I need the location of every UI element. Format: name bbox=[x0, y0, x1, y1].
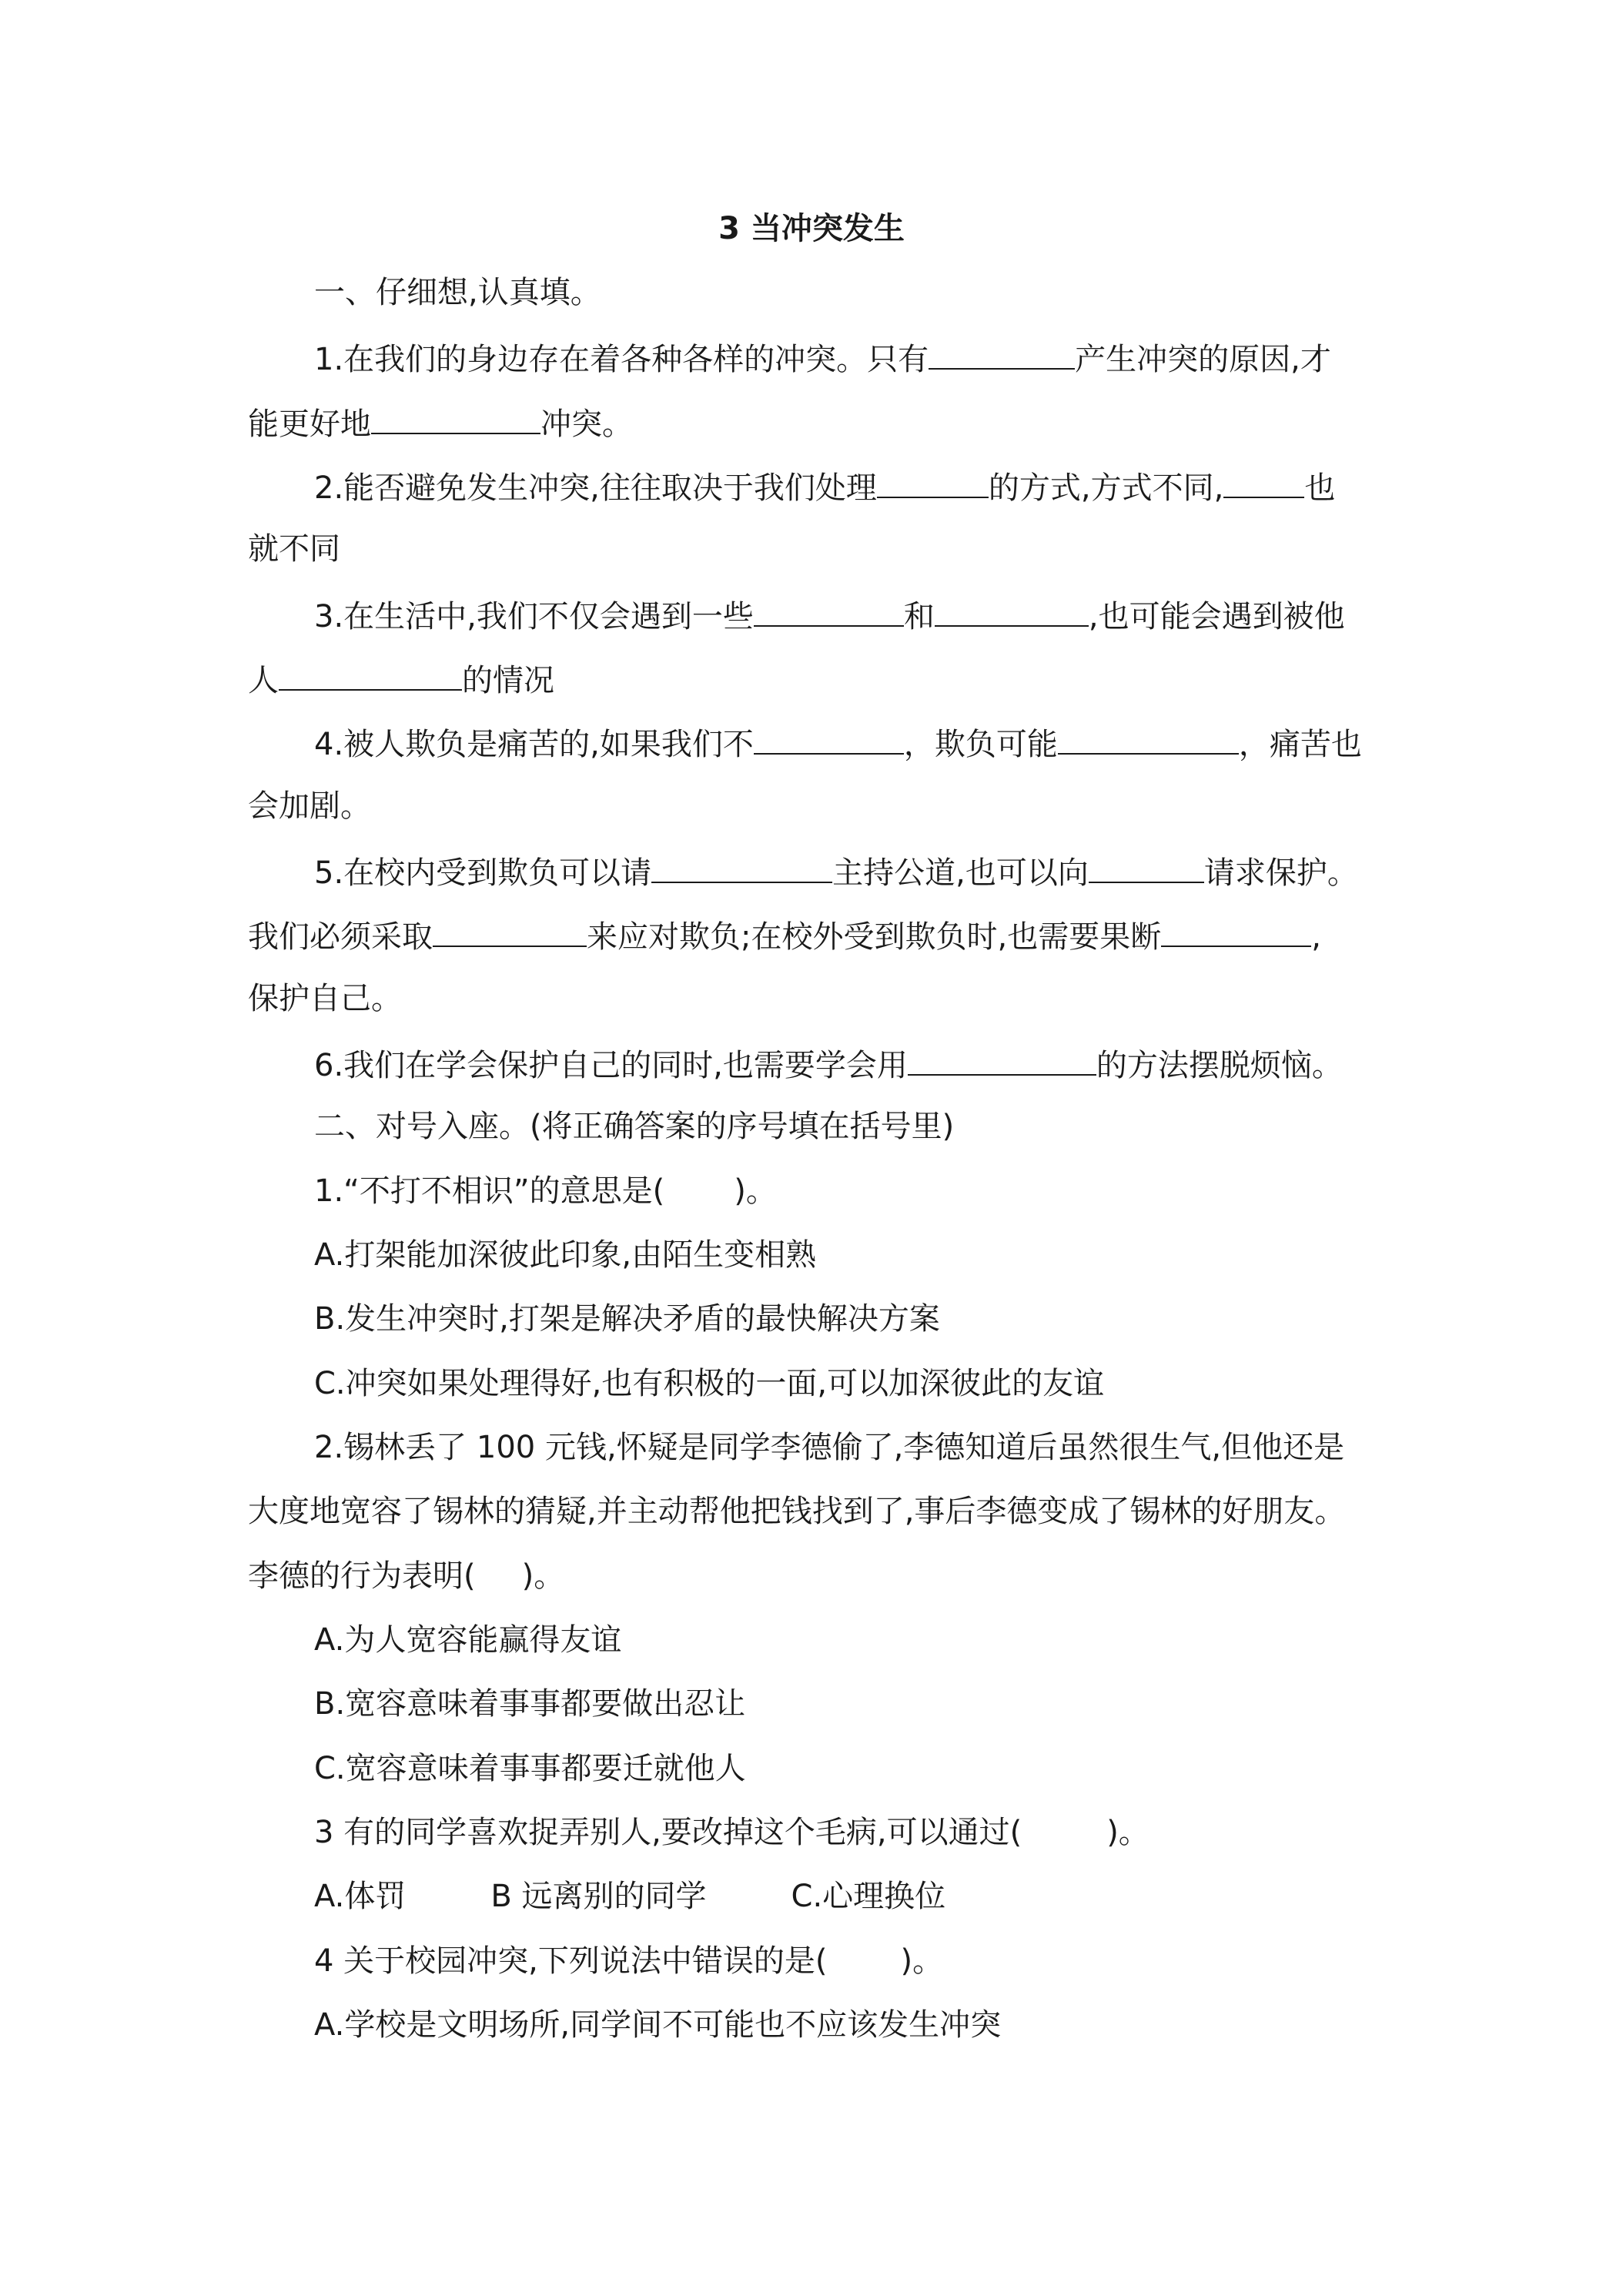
section-2-heading: 二、对号入座。(将正确答案的序号填在括号里) bbox=[314, 1109, 955, 1144]
answer-blank[interactable] bbox=[929, 337, 1075, 370]
s2-q1-stem bbox=[314, 1172, 777, 1210]
answer-blank[interactable] bbox=[433, 915, 587, 947]
page-title: 3 当冲突发生 bbox=[718, 211, 905, 246]
text: 1.在我们的身边存在着各种各样的冲突。只有 bbox=[314, 342, 929, 377]
answer-blank[interactable] bbox=[754, 594, 904, 627]
s2-q2-option-b: B.宽容意味着事事都要做出忍让 bbox=[314, 1686, 746, 1722]
text: 我们必须采取 bbox=[248, 919, 433, 955]
s1-q5-line2 bbox=[248, 915, 1321, 953]
text: ,也可能会遇到被他 bbox=[1088, 599, 1345, 634]
s2-q3-stem bbox=[314, 1813, 1149, 1852]
answer-blank[interactable] bbox=[371, 402, 540, 434]
answer-blank[interactable] bbox=[1089, 851, 1204, 883]
text: 4 关于校园冲突,下列说法中错误的是( bbox=[314, 1943, 828, 1979]
text: 产生冲突的原因,才 bbox=[1075, 342, 1331, 377]
text: 的方式,方式不同, bbox=[988, 470, 1224, 506]
text: 4.被人欺负是痛苦的,如果我们不 bbox=[314, 727, 754, 762]
s2-q2-line3 bbox=[248, 1557, 564, 1595]
answer-blank[interactable] bbox=[877, 466, 989, 498]
text: ，痛苦也 bbox=[1238, 727, 1362, 762]
option-b: B 远离别的同学 bbox=[490, 1879, 707, 1914]
text: 3.在生活中,我们不仅会遇到一些 bbox=[314, 599, 754, 634]
s2-q4-option-a: A.学校是文明场所,同学间不可能也不应该发生冲突 bbox=[314, 2007, 1002, 2043]
text: 和 bbox=[903, 599, 935, 634]
option-c: C.心理换位 bbox=[791, 1879, 946, 1914]
section-1-heading: 一、仔细想,认真填。 bbox=[314, 275, 601, 310]
s2-q2-line2: 大度地宽容了锡林的猜疑,并主动帮他把钱找到了,事后李德变成了锡林的好朋友。 bbox=[248, 1494, 1346, 1529]
text: )。 bbox=[734, 1173, 777, 1209]
answer-blank[interactable] bbox=[651, 851, 832, 883]
text: 6.我们在学会保护自己的同时,也需要学会用 bbox=[314, 1048, 908, 1083]
answer-blank[interactable] bbox=[754, 722, 904, 755]
text: 请求保护。 bbox=[1203, 855, 1358, 891]
text: )。 bbox=[521, 1558, 565, 1594]
answer-blank[interactable] bbox=[279, 658, 462, 691]
text: 来应对欺负;在校外受到欺负时,也需要果断 bbox=[587, 919, 1162, 955]
text: ，欺负可能 bbox=[903, 727, 1058, 762]
text: 3 有的同学喜欢捉弄别人,要改掉这个毛病,可以通过( bbox=[314, 1815, 1022, 1850]
text: 人 bbox=[248, 663, 279, 698]
answer-blank[interactable] bbox=[935, 594, 1089, 627]
s1-q3-line2 bbox=[248, 658, 554, 697]
text: , bbox=[1311, 919, 1321, 955]
s1-q6-line1 bbox=[314, 1043, 1343, 1082]
s1-q2-line1 bbox=[314, 466, 1335, 504]
s1-q1-line2 bbox=[248, 402, 633, 440]
text: 李德的行为表明( bbox=[248, 1558, 476, 1594]
s2-q2-option-a: A.为人宽容能赢得友谊 bbox=[314, 1622, 622, 1658]
text: 冲突。 bbox=[540, 407, 633, 442]
s2-q3-options bbox=[314, 1877, 945, 1916]
s2-q2-line1: 2.锡林丢了 100 元钱,怀疑是同学李德偷了,李德知道后虽然很生气,但他还是 bbox=[314, 1430, 1345, 1465]
s1-q4-line1 bbox=[314, 722, 1362, 761]
answer-blank[interactable] bbox=[908, 1043, 1096, 1076]
text: 的情况 bbox=[462, 663, 554, 698]
text: 1.“不打不相识”的意思是( bbox=[314, 1173, 665, 1209]
answer-blank[interactable] bbox=[1058, 722, 1239, 755]
s1-q3-line1 bbox=[314, 594, 1345, 633]
s2-q1-option-b: B.发生冲突时,打架是解决矛盾的最快解决方案 bbox=[314, 1301, 940, 1337]
text: 2.能否避免发生冲突,往往取决于我们处理 bbox=[314, 470, 877, 506]
s2-q1-option-c: C.冲突如果处理得好,也有积极的一面,可以加深彼此的友谊 bbox=[314, 1366, 1105, 1401]
s1-q2-line2: 就不同 bbox=[248, 531, 340, 567]
answer-blank[interactable] bbox=[1223, 466, 1304, 498]
s2-q2-option-c: C.宽容意味着事事都要迁就他人 bbox=[314, 1751, 746, 1786]
text: 能更好地 bbox=[248, 407, 371, 442]
text: 也 bbox=[1304, 470, 1336, 506]
text: 5.在校内受到欺负可以请 bbox=[314, 855, 652, 891]
answer-blank[interactable] bbox=[1161, 915, 1311, 947]
s1-q5-line1 bbox=[314, 851, 1358, 889]
text: 的方法摆脱烦恼。 bbox=[1096, 1048, 1343, 1083]
text: )。 bbox=[900, 1943, 944, 1979]
option-a: A.体罚 bbox=[314, 1879, 407, 1914]
s1-q1-line1 bbox=[314, 337, 1331, 376]
s2-q1-option-a: A.打架能加深彼此印象,由陌生变相熟 bbox=[314, 1237, 817, 1273]
text: 主持公道,也可以向 bbox=[832, 855, 1089, 891]
s1-q4-line2: 会加剧。 bbox=[248, 788, 371, 824]
s2-q4-stem bbox=[314, 1942, 943, 1980]
s1-q5-line3: 保护自己。 bbox=[248, 981, 402, 1016]
text: )。 bbox=[1106, 1815, 1149, 1850]
